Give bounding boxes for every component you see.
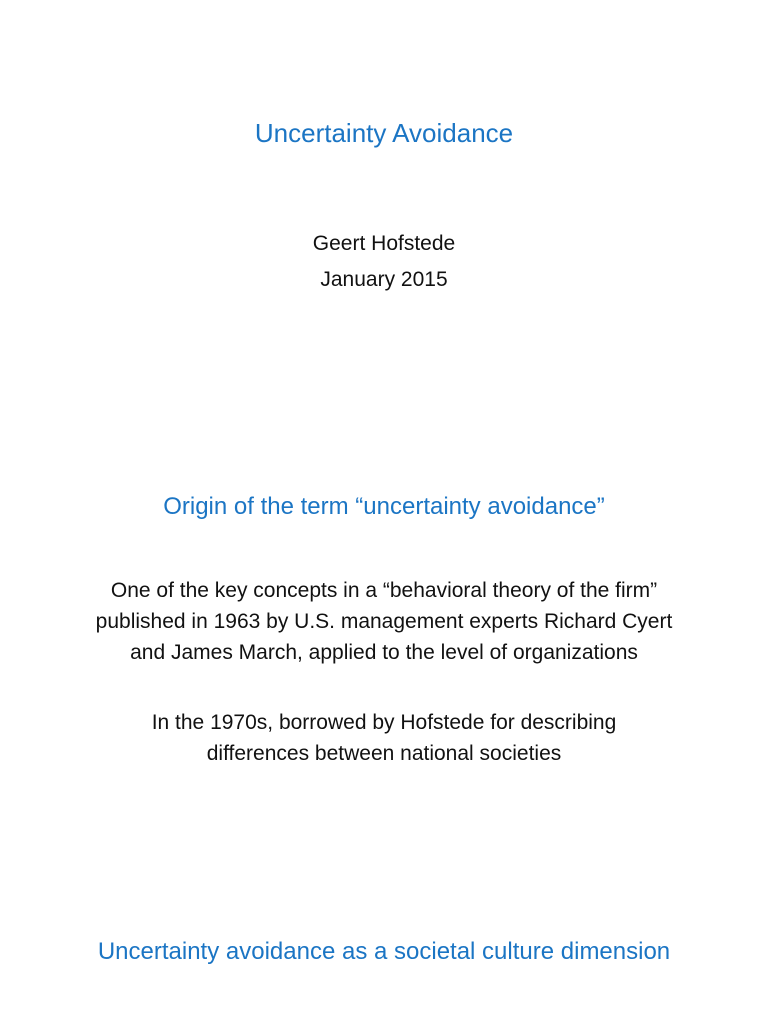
slide-2-paragraph-2 (0, 707, 768, 769)
paragraph-line: In the 1970s, borrowed by Hofstede for describing (151, 711, 617, 734)
paragraph-line: differences between national societies (206, 742, 562, 765)
slide-3-title: Uncertainty avoidance as a societal culture dimension (97, 938, 671, 965)
paragraph-line: One of the key concepts in a “behavioral theory of the firm” (110, 579, 658, 602)
paragraph-line: and James March, applied to the level of organizations (130, 641, 638, 664)
paragraph-line: published in 1963 by U.S. management experts Richard Cyert (95, 610, 673, 633)
slide-1-title: Uncertainty Avoidance (254, 118, 514, 148)
slide-1-author-block (0, 228, 768, 295)
presentation-date: January 2015 (320, 268, 448, 291)
author-name: Geert Hofstede (312, 232, 456, 255)
slide-2-paragraph-1 (0, 575, 768, 668)
slide-2-title: Origin of the term “uncertainty avoidance” (163, 493, 605, 520)
